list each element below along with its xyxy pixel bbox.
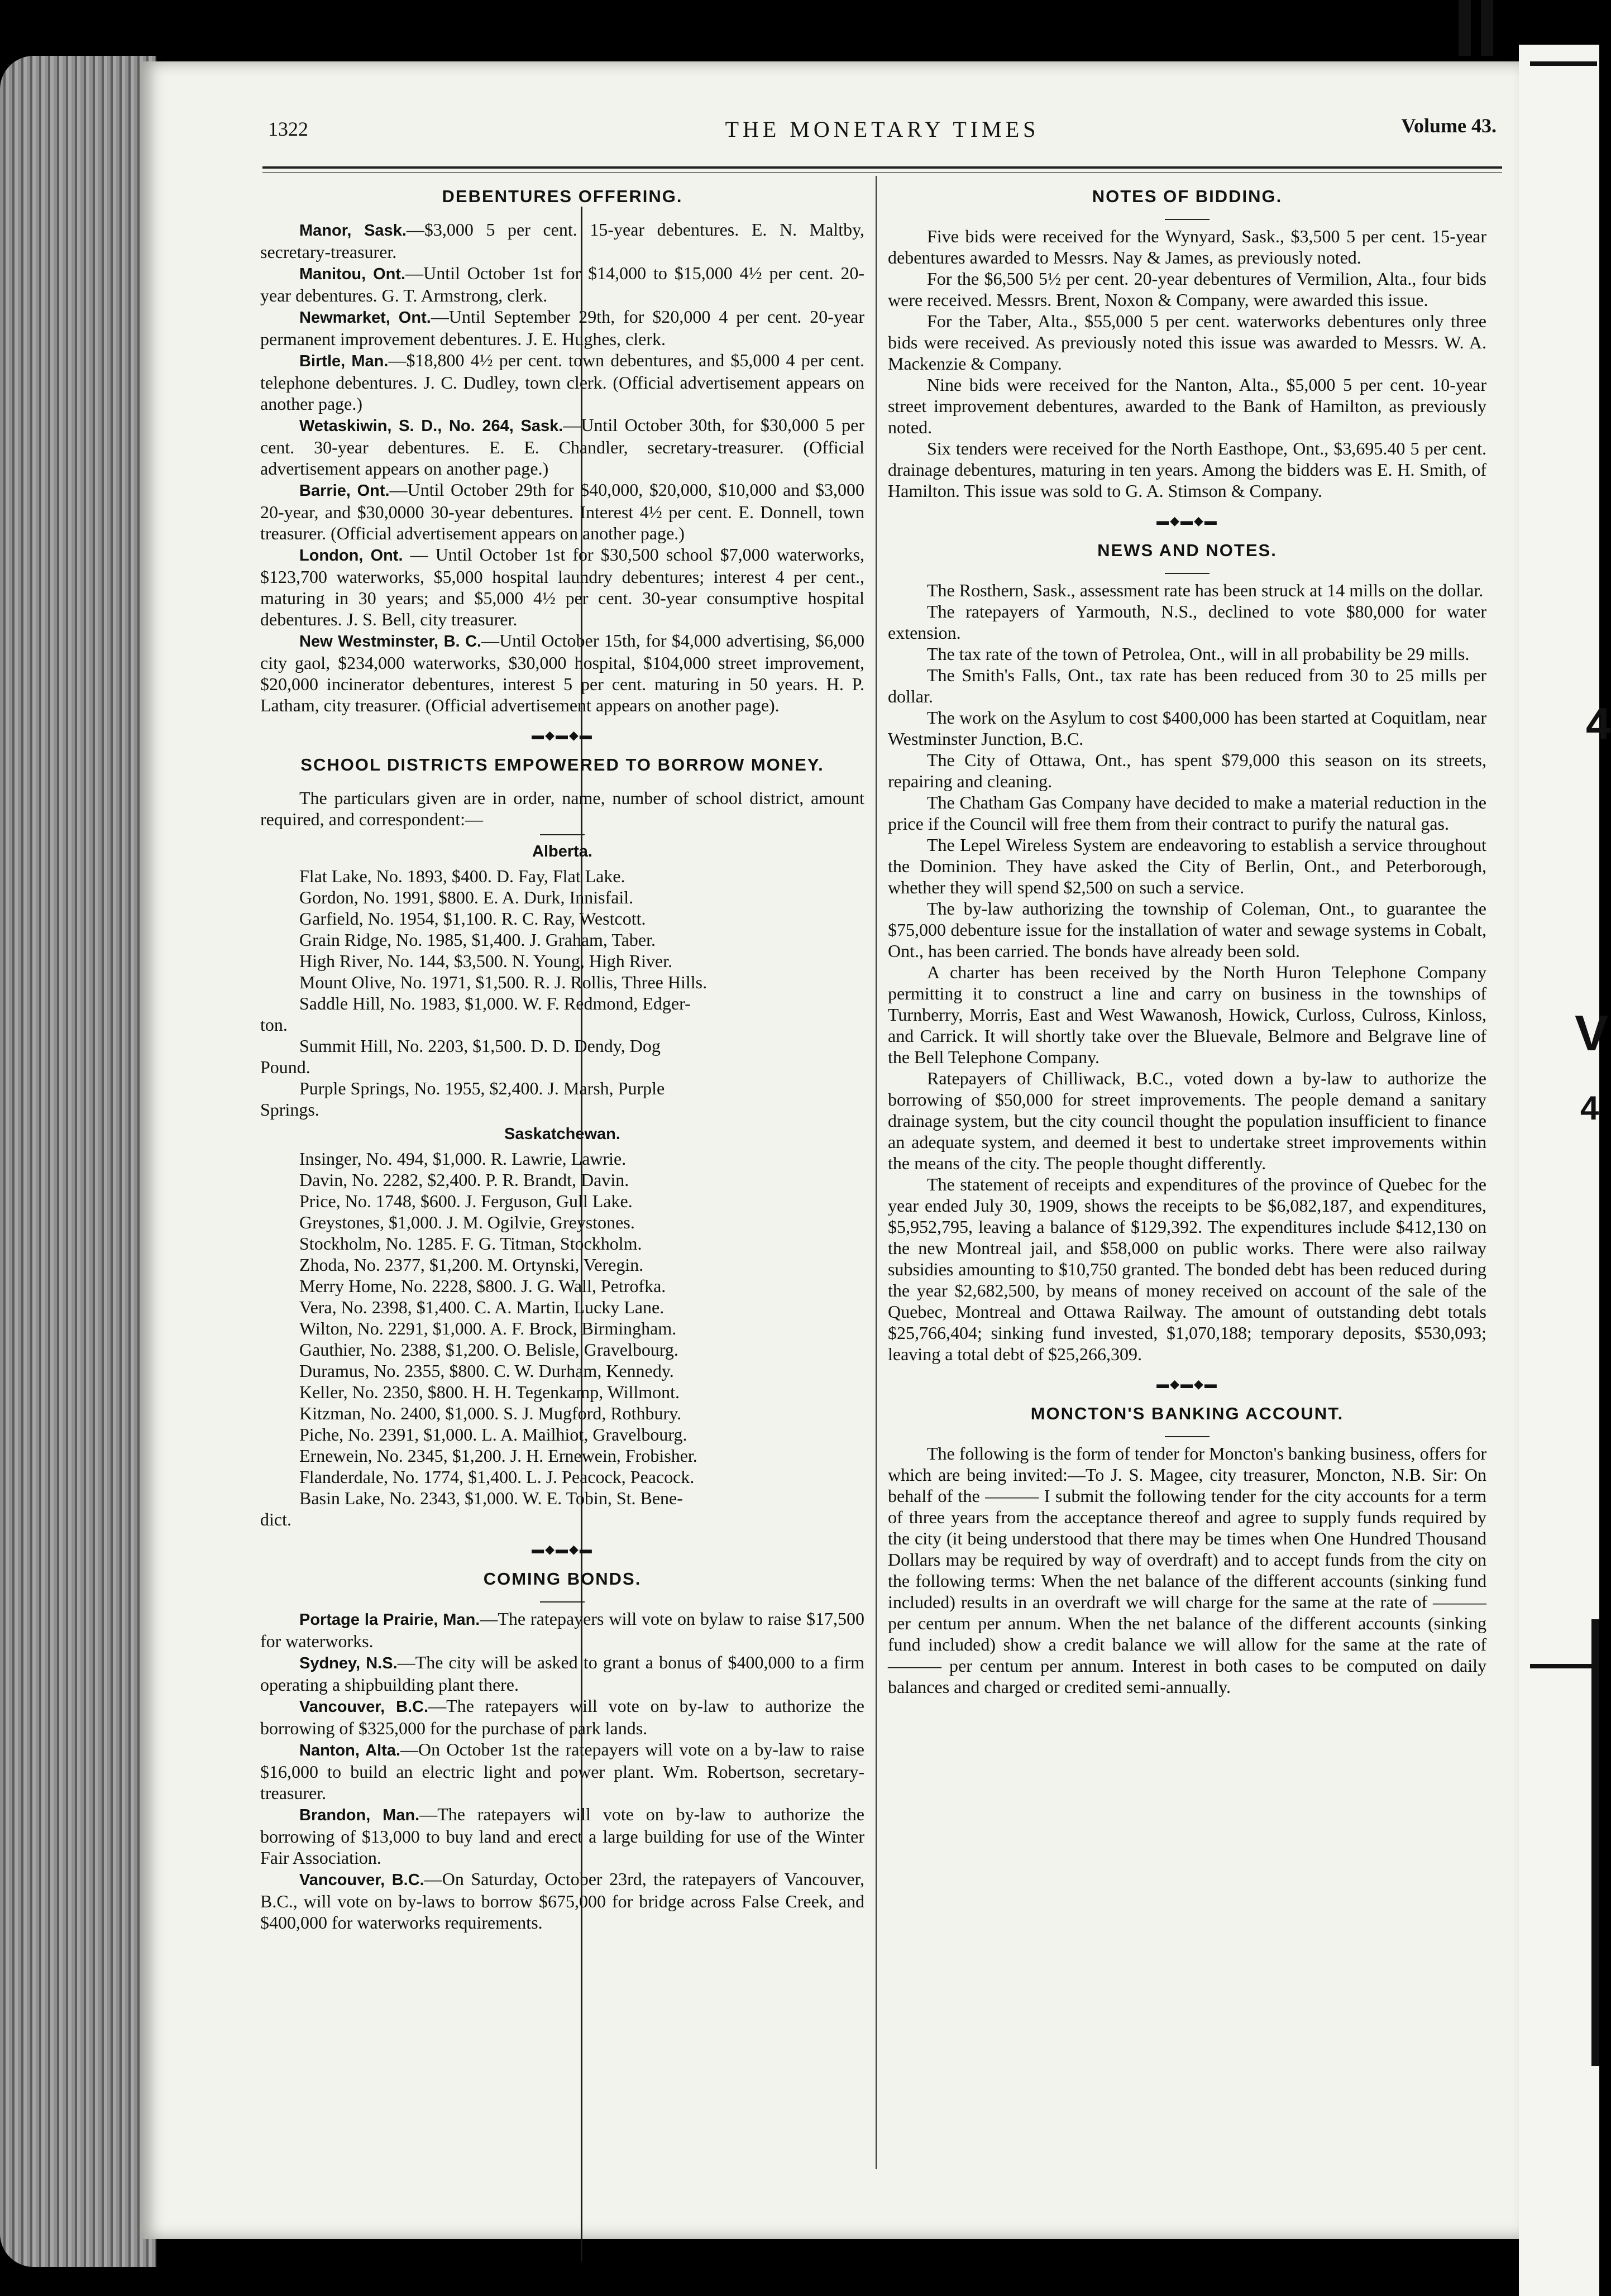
district-entry: Flat Lake, No. 1893, $400. D. Fay, Flat Lake. <box>299 866 625 886</box>
edge-fragment-2: V <box>1575 1006 1609 1061</box>
district-entry: Price, No. 1748, $600. J. Ferguson, Gull Lake. <box>299 1191 633 1211</box>
bidding-paragraph: Five bids were received for the Wynyard, Sask., $3,500 5 per cent. 15-year debentures awarded to Messrs. Nay & James, as previously noted. <box>888 226 1486 267</box>
debenture-item <box>260 414 864 479</box>
district-entry: Duramus, No. 2355, $800. C. W. Durham, Kennedy. <box>299 1361 674 1381</box>
bond-item <box>260 1695 864 1739</box>
news-heading: NEWS AND NOTES. <box>1097 540 1277 560</box>
debenture-item <box>260 262 864 306</box>
item-text: —Until October 30th, for $30,000 5 per cent. 30-year debentures. E. E. Chandler, secretary-treasurer. (Official advertisement appears on another page.) <box>260 415 865 479</box>
debenture-item <box>260 306 864 350</box>
district-entry: Grain Ridge, No. 1985, $1,400. J. Graham, Taber. <box>299 930 656 950</box>
place-name: Wetaskiwin, S. D., No. 264, Sask. <box>299 417 563 435</box>
dash-rule <box>540 834 585 835</box>
place-name: Manitou, Ont. <box>299 265 406 283</box>
bond-item <box>260 1804 864 1868</box>
bidding-paragraph: For the $6,500 5½ per cent. 20-year debentures of Vermilion, Alta., four bids were received. Messrs. Brent, Noxon & Company, were awarded this issue. <box>888 269 1486 310</box>
running-title: THE MONETARY TIMES <box>725 117 1040 142</box>
volume-label: Volume 43. <box>1401 114 1497 137</box>
place-name: Birtle, Man. <box>299 352 389 370</box>
bidding-paragraph: Nine bids were received for the Nanton, Alta., $5,000 5 per cent. 10-year street improvement debentures, awarded to the Bank of Hamilton, as previously noted. <box>888 375 1486 437</box>
item-text: —The city will be asked to grant a bonus of $400,000 to a firm operating a shipbuilding plant there. <box>260 1652 864 1695</box>
item-text: —The ratepayers will vote on by-law to authorize the borrowing of $325,000 for the purchase of park lands. <box>260 1696 865 1738</box>
district-entry: Keller, No. 2350, $800. H. H. Tegenkamp, Willmont. <box>299 1382 680 1402</box>
district-entry: Merry Home, No. 2228, $800. J. G. Wall, Petrofka. <box>299 1276 666 1296</box>
news-paragraph: The City of Ottawa, Ont., has spent $79,000 this season on its streets, repairing and cleaning. <box>888 750 1486 791</box>
alberta-heading: Alberta. <box>532 843 592 860</box>
district-entry: Gauthier, No. 2388, $1,200. O. Belisle, Gravelbourg. <box>299 1340 678 1360</box>
district-entry: Zhoda, No. 2377, $1,200. M. Ortynski, Veregin. <box>299 1255 644 1275</box>
district-entry: Gordon, No. 1991, $800. E. A. Durk, Innisfail. <box>299 887 634 907</box>
dash-rule <box>540 1601 585 1603</box>
district-entry: High River, No. 144, $3,500. N. Young, High River. <box>299 951 673 971</box>
district-entry: Insinger, No. 494, $1,000. R. Lawrie, Lawrie. <box>299 1149 627 1169</box>
debenture-item <box>260 630 864 716</box>
next-page-box <box>1591 1619 1599 2066</box>
item-text: —Until October 1st for $14,000 to $15,000 4½ per cent. 20-year debentures. G. T. Armstrong, clerk. <box>260 263 865 305</box>
header-rule <box>262 166 1502 169</box>
news-paragraph: The Lepel Wireless System are endeavoring to establish a service throughout the Dominion. They have asked the City of Berlin, Ont., and Peterborough, whether they will spend $2,500 on such a service. <box>888 835 1486 897</box>
news-paragraph: The by-law authorizing the township of Coleman, Ont., to guarantee the $75,000 debenture issue for the installation of water and sewage systems in Cobalt, Ont., has been carried. The bonds have already been sold. <box>888 898 1486 961</box>
district-entry: Stockholm, No. 1285. F. G. Titman, Stockholm. <box>299 1233 642 1254</box>
place-name: Barrie, Ont. <box>299 482 390 500</box>
right-column <box>888 178 1486 1697</box>
edge-bar-2 <box>1481 0 1493 56</box>
debenture-item <box>260 479 864 544</box>
bidding-heading: NOTES OF BIDDING. <box>1092 186 1283 206</box>
debenture-item <box>260 350 864 414</box>
edge-fragment-3: 4 <box>1580 1089 1599 1127</box>
dash-rule <box>1165 219 1210 220</box>
bond-item <box>260 1868 864 1933</box>
news-paragraph: The work on the Asylum to cost $400,000 has been started at Coquitlam, near Westminster Junction, B.C. <box>888 707 1486 749</box>
district-entry: Greystones, $1,000. J. M. Ogilvie, Greystones. <box>299 1212 635 1232</box>
section-ornament: ▬◆▬◆▬ <box>532 728 593 742</box>
edge-fragment-1: 4 <box>1586 699 1611 748</box>
bidding-paragraph: Six tenders were received for the North Easthope, Ont., $3,695.40 5 per cent. drainage debentures, maturing in ten years. Among the bidders was E. H. Smith, of Hamilton. This issue was sold to G. A. Stimson & Company. <box>888 438 1486 501</box>
page-number: 1322 <box>268 118 308 140</box>
district-entry: Kitzman, No. 2400, $1,000. S. J. Mugford, Rothbury. <box>299 1403 682 1423</box>
newspaper-page <box>140 61 1519 2239</box>
item-text: — Until October 1st for $30,500 school $7,000 waterworks, $123,700 waterworks, $5,000 hospital laundry debentures; interest 4 per cent., maturing in 30 years; and $5,000 4½ per cent. 30-year consumptive hospital debentures. J. S. Bell, city treasurer. <box>260 544 864 629</box>
news-paragraph: The Smith's Falls, Ont., tax rate has been reduced from 30 to 25 mills per dollar. <box>888 665 1486 706</box>
district-entry: Wilton, No. 2291, $1,000. A. F. Brock, Birmingham. <box>299 1318 677 1338</box>
bond-item <box>260 1608 864 1652</box>
edge-bar-1 <box>1459 0 1471 56</box>
place-name: Manor, Sask. <box>299 222 407 240</box>
next-page-rule-1 <box>1530 61 1597 66</box>
alberta-list <box>260 865 864 1120</box>
district-entry-continued: dict. <box>260 1509 291 1529</box>
news-paragraph: The Chatham Gas Company have decided to make a material reduction in the price if the Council will free them from their contract to purify the natural gas. <box>888 792 1486 834</box>
news-paragraph: A charter has been received by the North Huron Telephone Company permitting it to construct a line and carry on business in the townships of Turnberry, Morris, East and West Wawanosh, Howick, Curloss, Culross, Kinloss, and Carrick. It will shortly take over the Bluevale, Belmore and Belgrave line of the Bell Telephone Company. <box>888 962 1486 1067</box>
district-entry-continued: Pound. <box>260 1057 310 1077</box>
moncton-paragraph: The following is the form of tender for Moncton's banking business, offers for which are being invited:—To J. S. Magee, city treasurer, Moncton, N.B. Sir: On behalf of the ——— I submit the following tender for the city accounts for a term of three years from the acceptance thereof and agree to supply funds required by the city (it being understood that there may be times when One Hundred Thousand Dollars may be required by way of overdraft) and to accept funds from the city on the following terms: When the net balance of the different accounts (sinking fund included) results in an overdraft we will charge for the same at the rate of ——— per centum per annum. When the net balance of the different accounts (sinking fund included) show a credit balance we will allow for the same at the rate of ——— per centum per annum. Interest in both cases to be computed on daily balances and charged or credited semi-annually. <box>888 1443 1486 1697</box>
school-heading: SCHOOL DISTRICTS EMPOWERED TO BORROW MONEY. <box>300 755 824 774</box>
news-paragraph: The tax rate of the town of Petrolea, Ont., will in all probability be 29 mills. <box>927 644 1470 664</box>
debenture-item <box>260 219 864 262</box>
school-intro: The particulars given are in order, name, number of school district, amount required, and correspondent:— <box>260 788 864 829</box>
bidding-paragraph: For the Taber, Alta., $55,000 5 per cent. waterworks debentures only three bids were received. As previously noted this issue was awarded to Messrs. W. A. Mackenzie & Company. <box>888 311 1486 374</box>
district-entry: Saddle Hill, No. 1983, $1,000. W. F. Redmond, Edger- <box>299 993 691 1013</box>
district-entry: Vera, No. 2398, $1,400. C. A. Martin, Lucky Lane. <box>299 1297 665 1317</box>
saskatchewan-list <box>260 1148 864 1530</box>
news-paragraph: The Rosthern, Sask., assessment rate has been struck at 14 mills on the dollar. <box>927 580 1484 600</box>
district-entry: Ernewein, No. 2345, $1,200. J. H. Ernewein, Frobisher. <box>299 1446 697 1466</box>
left-column <box>260 178 864 1933</box>
item-text: —$18,800 4½ per cent. town debentures, and $5,000 4 per cent. telephone debentures. J. C. Dudley, town clerk. (Official advertisement appears on another page.) <box>260 350 864 414</box>
next-page-edge <box>1519 45 1599 2296</box>
place-name: Brandon, Man. <box>299 1806 420 1824</box>
place-name: Portage la Prairie, Man. <box>299 1611 480 1629</box>
place-name: Vancouver, B.C. <box>299 1698 429 1716</box>
district-entry-continued: ton. <box>260 1015 288 1035</box>
place-name: Vancouver, B.C. <box>299 1871 424 1889</box>
item-text: —The ratepayers will vote on bylaw to raise $17,500 for waterworks. <box>260 1609 865 1651</box>
place-name: New Westminster, B. C. <box>299 633 482 650</box>
coming-bonds-list <box>260 1608 864 1933</box>
section-ornament: ▬◆▬◆▬ <box>1156 1377 1218 1391</box>
item-text: —Until October 29th for $40,000, $20,000, $10,000 and $3,000 20-year, and $30,0000 30-year debentures. Interest 4½ per cent. E. Donnell, town treasurer. (Official advertisement appears on another page.) <box>260 480 864 543</box>
news-paragraph: The statement of receipts and expenditures of the province of Quebec for the year ended July 30, 1909, shows the receipts to be $6,082,187, and expenditures, $5,952,795, leaving a balance of $129,392. The expenditures include $412,130 on the new Montreal jail, and $58,000 on public works. There were also railway subsidies amounting to $10,750 granted. The bonded debt has been reduced during the year $2,682,500, by means of money received on account of the sale of the Quebec, Montreal and Ottawa Railway. The amount of outstanding debt totals $25,766,404; sinking fund invested, $1,070,188; temporary deposits, $530,093; leaving a total debt of $25,266,309. <box>888 1174 1486 1364</box>
news-list <box>888 580 1486 1365</box>
place-name: Nanton, Alta. <box>299 1742 400 1759</box>
bidding-list <box>888 226 1486 501</box>
section-ornament: ▬◆▬◆▬ <box>1156 514 1218 528</box>
item-text: —Until October 15th, for $4,000 advertising, $6,000 city gaol, $234,000 waterworks, $30,000 hospital, $104,000 street improvement, $20,000 incinerator debentures, interest 5 per cent. maturing in 50 years. H. P. Latham, city treasurer. (Official advertisement appears on another page). <box>260 630 864 715</box>
district-entry: Garfield, No. 1954, $1,100. R. C. Ray, Westcott. <box>299 908 646 929</box>
news-paragraph: The ratepayers of Yarmouth, N.S., declined to vote $80,000 for water extension. <box>888 601 1486 643</box>
place-name: London, Ont. <box>299 547 403 565</box>
district-entry: Davin, No. 2282, $2,400. P. R. Brandt, Davin. <box>299 1170 629 1190</box>
news-paragraph: Ratepayers of Chilliwack, B.C., voted down a by-law to authorize the borrowing of $50,000 for street improvements. The people demand a sanitary drainage system, but the city council thought the population insufficient to finance an adequate system, and deemed it best to undertake street improvements within the means of the city. The people thought differently. <box>888 1068 1486 1173</box>
place-name: Newmarket, Ont. <box>299 309 431 327</box>
debentures-list <box>260 219 864 716</box>
district-entry: Mount Olive, No. 1971, $1,500. R. J. Rollis, Three Hills. <box>299 972 707 992</box>
dash-rule <box>1165 1436 1210 1437</box>
district-entry: Basin Lake, No. 2343, $1,000. W. E. Tobin, St. Bene- <box>299 1488 683 1508</box>
debenture-item <box>260 544 864 630</box>
book-left-edge <box>0 56 156 2267</box>
saskatchewan-heading: Saskatchewan. <box>504 1125 620 1143</box>
district-entry: Piche, No. 2391, $1,000. L. A. Mailhiot, Gravelbourg. <box>299 1424 687 1444</box>
district-entry-continued: Springs. <box>260 1099 319 1120</box>
debentures-heading: DEBENTURES OFFERING. <box>442 186 683 206</box>
next-page-rule-2 <box>1530 1664 1597 1668</box>
moncton-heading: MONCTON'S BANKING ACCOUNT. <box>1030 1404 1344 1423</box>
district-entry: Purple Springs, No. 1955, $2,400. J. Marsh, Purple <box>299 1078 665 1098</box>
district-entry: Summit Hill, No. 2203, $1,500. D. D. Dendy, Dog <box>299 1036 661 1056</box>
item-text: —On Saturday, October 23rd, the ratepayers of Vancouver, B.C., will vote on by-laws to borrow $675,000 for bridge across False Creek, and $400,000 for waterworks requirements. <box>260 1869 865 1933</box>
item-text: —The ratepayers will vote on by-law to authorize the borrowing of $13,000 to buy land and erect a large building for use of the Winter Fair Association. <box>260 1804 864 1868</box>
place-name: Sydney, N.S. <box>299 1654 398 1672</box>
header-rule-thin <box>262 172 1502 173</box>
bond-item <box>260 1652 864 1695</box>
coming-bonds-heading: COMING BONDS. <box>483 1569 642 1589</box>
bond-item <box>260 1739 864 1804</box>
item-text: —Until September 29th, for $20,000 4 per cent. 20-year permanent improvement debentures. J. E. Hughes, clerk. <box>260 307 865 349</box>
page-header <box>268 112 1497 145</box>
section-ornament: ▬◆▬◆▬ <box>532 1542 593 1556</box>
dash-rule <box>1165 573 1210 574</box>
item-text: —$3,000 5 per cent. 15-year debentures. E. N. Maltby, secretary-treasurer. <box>260 219 865 262</box>
column-divider <box>876 176 877 2169</box>
district-entry: Flanderdale, No. 1774, $1,400. L. J. Peacock, Peacock. <box>299 1467 695 1487</box>
item-text: —On October 1st the ratepayers will vote on a by-law to raise $16,000 to build an electric light and power plant. Wm. Robertson, secretary-treasurer. <box>260 1739 864 1803</box>
